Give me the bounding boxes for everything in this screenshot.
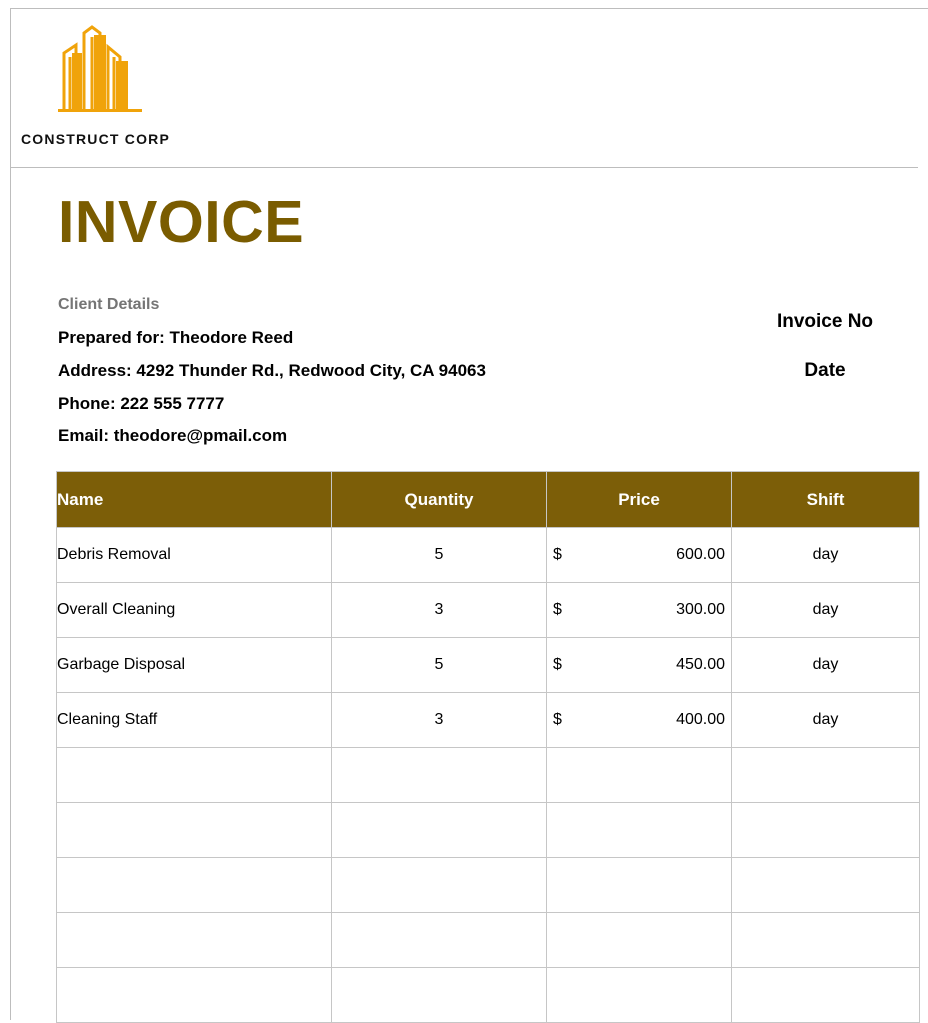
price-amount: 600.00: [676, 546, 725, 563]
item-quantity-cell[interactable]: 3: [332, 583, 547, 638]
item-price-cell[interactable]: [547, 913, 732, 968]
item-price-cell[interactable]: [547, 968, 732, 1023]
client-address: Address: 4292 Thunder Rd., Redwood City, CA 94063: [58, 361, 486, 380]
item-name-cell[interactable]: Garbage Disposal: [57, 638, 332, 693]
price-amount: 450.00: [676, 656, 725, 673]
table-row: [57, 638, 920, 693]
currency-symbol: $: [553, 656, 562, 673]
client-details-heading: Client Details: [58, 296, 160, 313]
item-price-cell[interactable]: [547, 858, 732, 913]
invoice-number-label: Invoice No: [776, 311, 874, 332]
item-price-cell[interactable]: [547, 803, 732, 858]
currency-symbol: $: [553, 601, 562, 618]
column-header-price: Price: [547, 472, 732, 528]
item-quantity-cell[interactable]: [332, 913, 547, 968]
table-row: [57, 748, 920, 803]
company-name: CONSTRUCT CORP: [21, 131, 171, 147]
price-amount: 400.00: [676, 711, 725, 728]
client-phone: Phone: 222 555 7777: [58, 394, 225, 413]
item-price-cell[interactable]: [547, 748, 732, 803]
currency-symbol: $: [553, 546, 562, 563]
item-shift-cell[interactable]: [732, 748, 920, 803]
table-header-row: [57, 472, 920, 528]
item-quantity-cell[interactable]: [332, 803, 547, 858]
item-quantity-cell[interactable]: 3: [332, 693, 547, 748]
item-shift-cell[interactable]: [732, 913, 920, 968]
top-divider: [10, 8, 918, 9]
item-name-cell[interactable]: [57, 968, 332, 1023]
table-row: [57, 803, 920, 858]
item-shift-cell[interactable]: [732, 803, 920, 858]
line-items-table: [56, 471, 920, 1023]
column-header-quantity: Quantity: [332, 472, 547, 528]
table-row: [57, 968, 920, 1023]
item-price-cell[interactable]: [547, 638, 732, 693]
page-title: INVOICE: [58, 189, 305, 255]
buildings-icon: [54, 23, 150, 123]
item-quantity-cell[interactable]: [332, 748, 547, 803]
item-name-cell[interactable]: [57, 913, 332, 968]
invoice-date-label: Date: [804, 360, 846, 381]
currency-symbol: $: [553, 711, 562, 728]
item-name-cell[interactable]: [57, 803, 332, 858]
table-row: [57, 583, 920, 638]
table-row: [57, 528, 920, 583]
company-header: [10, 9, 918, 167]
item-name-cell[interactable]: Cleaning Staff: [57, 693, 332, 748]
item-shift-cell[interactable]: day: [732, 638, 920, 693]
table-row: [57, 913, 920, 968]
item-name-cell[interactable]: Overall Cleaning: [57, 583, 332, 638]
item-name-cell[interactable]: Debris Removal: [57, 528, 332, 583]
item-shift-cell[interactable]: day: [732, 583, 920, 638]
column-header-name: Name: [57, 472, 332, 528]
client-prepared-for: Prepared for: Theodore Reed: [58, 328, 294, 347]
header-divider: [10, 167, 918, 168]
item-shift-cell[interactable]: day: [732, 528, 920, 583]
table-row: [57, 858, 920, 913]
item-shift-cell[interactable]: [732, 858, 920, 913]
item-price-cell[interactable]: [547, 583, 732, 638]
item-quantity-cell[interactable]: [332, 968, 547, 1023]
column-header-shift: Shift: [732, 472, 920, 528]
item-quantity-cell[interactable]: [332, 858, 547, 913]
item-quantity-cell[interactable]: 5: [332, 638, 547, 693]
item-quantity-cell[interactable]: 5: [332, 528, 547, 583]
item-shift-cell[interactable]: [732, 968, 920, 1023]
item-shift-cell[interactable]: day: [732, 693, 920, 748]
client-email: Email: theodore@pmail.com: [58, 426, 288, 445]
table-row: [57, 693, 920, 748]
item-price-cell[interactable]: [547, 528, 732, 583]
price-amount: 300.00: [676, 601, 725, 618]
item-name-cell[interactable]: [57, 858, 332, 913]
item-price-cell[interactable]: [547, 693, 732, 748]
item-name-cell[interactable]: [57, 748, 332, 803]
